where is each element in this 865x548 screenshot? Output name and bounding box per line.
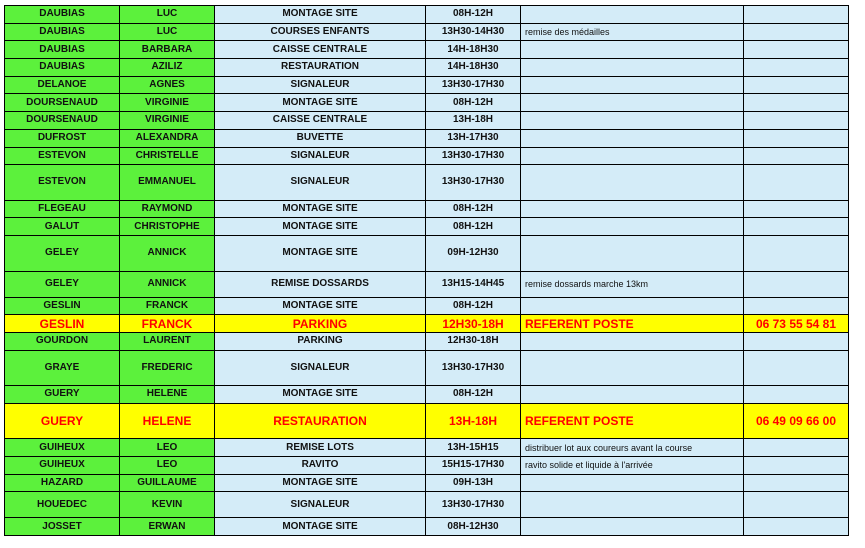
cell-horaire[interactable]: 09H-13H bbox=[426, 474, 521, 492]
cell-poste[interactable]: PARKING bbox=[215, 315, 426, 333]
cell-remarque[interactable]: distribuer lot aux coureurs avant la course bbox=[521, 439, 744, 457]
cell-telephone[interactable] bbox=[744, 492, 849, 518]
cell-nom[interactable]: GELEY bbox=[5, 271, 120, 297]
cell-telephone[interactable] bbox=[744, 350, 849, 386]
cell-poste[interactable]: MONTAGE SITE bbox=[215, 236, 426, 272]
cell-remarque[interactable]: remise des médailles bbox=[521, 23, 744, 41]
cell-telephone[interactable] bbox=[744, 297, 849, 315]
cell-remarque[interactable] bbox=[521, 41, 744, 59]
cell-horaire[interactable]: 13H-17H30 bbox=[426, 129, 521, 147]
cell-telephone[interactable] bbox=[744, 165, 849, 201]
cell-poste[interactable]: SIGNALEUR bbox=[215, 76, 426, 94]
cell-prenom[interactable]: BARBARA bbox=[120, 41, 215, 59]
cell-remarque[interactable] bbox=[521, 350, 744, 386]
cell-nom[interactable]: DAUBIAS bbox=[5, 23, 120, 41]
table-row-referent bbox=[5, 315, 849, 333]
cell-telephone[interactable] bbox=[744, 112, 849, 130]
cell-telephone[interactable] bbox=[744, 200, 849, 218]
cell-remarque[interactable] bbox=[521, 112, 744, 130]
volunteer-schedule-table bbox=[4, 5, 849, 536]
cell-horaire[interactable]: 08H-12H bbox=[426, 200, 521, 218]
cell-remarque[interactable] bbox=[521, 129, 744, 147]
cell-telephone[interactable]: 06 49 09 66 00 bbox=[744, 403, 849, 439]
table-row bbox=[5, 474, 849, 492]
cell-telephone[interactable] bbox=[744, 386, 849, 404]
cell-remarque[interactable] bbox=[521, 492, 744, 518]
cell-nom[interactable]: ESTEVON bbox=[5, 147, 120, 165]
cell-prenom[interactable]: AZILIZ bbox=[120, 59, 215, 77]
cell-nom[interactable]: DUFROST bbox=[5, 129, 120, 147]
cell-horaire[interactable]: 13H30-17H30 bbox=[426, 147, 521, 165]
cell-horaire[interactable]: 13H-15H15 bbox=[426, 439, 521, 457]
cell-horaire[interactable]: 13H-18H bbox=[426, 112, 521, 130]
table-row bbox=[5, 200, 849, 218]
cell-poste[interactable]: MONTAGE SITE bbox=[215, 218, 426, 236]
table-row bbox=[5, 518, 849, 536]
table-row bbox=[5, 41, 849, 59]
cell-poste[interactable]: RESTAURATION bbox=[215, 59, 426, 77]
table-row bbox=[5, 439, 849, 457]
cell-prenom[interactable]: GUILLAUME bbox=[120, 474, 215, 492]
cell-nom[interactable]: JOSSET bbox=[5, 518, 120, 536]
cell-telephone[interactable] bbox=[744, 59, 849, 77]
table-row bbox=[5, 492, 849, 518]
cell-telephone[interactable] bbox=[744, 236, 849, 272]
cell-remarque[interactable] bbox=[521, 474, 744, 492]
cell-horaire[interactable]: 13H30-17H30 bbox=[426, 76, 521, 94]
cell-prenom[interactable]: LUC bbox=[120, 6, 215, 24]
cell-horaire[interactable]: 08H-12H bbox=[426, 297, 521, 315]
cell-remarque[interactable] bbox=[521, 147, 744, 165]
cell-horaire[interactable]: 12H30-18H bbox=[426, 332, 521, 350]
cell-prenom[interactable]: ALEXANDRA bbox=[120, 129, 215, 147]
cell-horaire[interactable]: 08H-12H bbox=[426, 94, 521, 112]
cell-poste[interactable]: MONTAGE SITE bbox=[215, 518, 426, 536]
table-row bbox=[5, 112, 849, 130]
cell-horaire[interactable]: 08H-12H bbox=[426, 386, 521, 404]
table-row bbox=[5, 129, 849, 147]
cell-poste[interactable]: COURSES ENFANTS bbox=[215, 23, 426, 41]
cell-prenom[interactable]: CHRISTOPHE bbox=[120, 218, 215, 236]
cell-nom[interactable]: GUERY bbox=[5, 403, 120, 439]
cell-prenom[interactable]: LAURENT bbox=[120, 332, 215, 350]
table-row bbox=[5, 386, 849, 404]
cell-prenom[interactable]: VIRGINIE bbox=[120, 112, 215, 130]
table-row bbox=[5, 147, 849, 165]
cell-horaire[interactable]: 13H15-14H45 bbox=[426, 271, 521, 297]
cell-horaire[interactable]: 08H-12H30 bbox=[426, 518, 521, 536]
cell-nom[interactable]: DOURSENAUD bbox=[5, 94, 120, 112]
cell-remarque[interactable] bbox=[521, 236, 744, 272]
cell-prenom[interactable]: VIRGINIE bbox=[120, 94, 215, 112]
cell-poste[interactable]: MONTAGE SITE bbox=[215, 6, 426, 24]
cell-prenom[interactable]: ANNICK bbox=[120, 236, 215, 272]
cell-telephone[interactable] bbox=[744, 332, 849, 350]
cell-remarque[interactable]: REFERENT POSTE bbox=[521, 315, 744, 333]
cell-nom[interactable]: GRAYE bbox=[5, 350, 120, 386]
cell-prenom[interactable]: FRANCK bbox=[120, 297, 215, 315]
cell-prenom[interactable]: AGNES bbox=[120, 76, 215, 94]
cell-poste[interactable]: MONTAGE SITE bbox=[215, 200, 426, 218]
table-row bbox=[5, 457, 849, 475]
cell-poste[interactable]: CAISSE CENTRALE bbox=[215, 41, 426, 59]
cell-nom[interactable]: DAUBIAS bbox=[5, 41, 120, 59]
cell-prenom[interactable]: KEVIN bbox=[120, 492, 215, 518]
cell-poste[interactable]: MONTAGE SITE bbox=[215, 386, 426, 404]
cell-nom[interactable]: DELANOE bbox=[5, 76, 120, 94]
cell-telephone[interactable] bbox=[744, 439, 849, 457]
cell-prenom[interactable]: EMMANUEL bbox=[120, 165, 215, 201]
cell-telephone[interactable] bbox=[744, 218, 849, 236]
table-row bbox=[5, 236, 849, 272]
table-row-referent bbox=[5, 403, 849, 439]
cell-poste[interactable]: PARKING bbox=[215, 332, 426, 350]
cell-horaire[interactable]: 13H30-17H30 bbox=[426, 165, 521, 201]
cell-horaire[interactable]: 14H-18H30 bbox=[426, 59, 521, 77]
cell-telephone[interactable] bbox=[744, 6, 849, 24]
cell-remarque[interactable] bbox=[521, 218, 744, 236]
cell-poste[interactable]: SIGNALEUR bbox=[215, 492, 426, 518]
cell-remarque[interactable]: REFERENT POSTE bbox=[521, 403, 744, 439]
cell-remarque[interactable] bbox=[521, 297, 744, 315]
cell-horaire[interactable]: 12H30-18H bbox=[426, 315, 521, 333]
cell-poste[interactable]: REMISE LOTS bbox=[215, 439, 426, 457]
cell-prenom[interactable]: RAYMOND bbox=[120, 200, 215, 218]
cell-poste[interactable]: RESTAURATION bbox=[215, 403, 426, 439]
cell-horaire[interactable]: 15H15-17H30 bbox=[426, 457, 521, 475]
table-row bbox=[5, 271, 849, 297]
cell-remarque[interactable] bbox=[521, 76, 744, 94]
cell-remarque[interactable] bbox=[521, 59, 744, 77]
table-row bbox=[5, 297, 849, 315]
cell-telephone[interactable] bbox=[744, 23, 849, 41]
cell-remarque[interactable]: remise dossards marche 13km bbox=[521, 271, 744, 297]
cell-telephone[interactable] bbox=[744, 271, 849, 297]
table-row bbox=[5, 332, 849, 350]
cell-nom[interactable]: DOURSENAUD bbox=[5, 112, 120, 130]
cell-telephone[interactable] bbox=[744, 147, 849, 165]
cell-poste[interactable]: BUVETTE bbox=[215, 129, 426, 147]
cell-nom[interactable]: GUERY bbox=[5, 386, 120, 404]
cell-remarque[interactable] bbox=[521, 518, 744, 536]
table-row bbox=[5, 6, 849, 24]
cell-nom[interactable]: DAUBIAS bbox=[5, 6, 120, 24]
cell-prenom[interactable]: LUC bbox=[120, 23, 215, 41]
cell-telephone[interactable] bbox=[744, 474, 849, 492]
cell-horaire[interactable]: 08H-12H bbox=[426, 218, 521, 236]
cell-horaire[interactable]: 09H-12H30 bbox=[426, 236, 521, 272]
cell-telephone[interactable] bbox=[744, 457, 849, 475]
cell-horaire[interactable]: 14H-18H30 bbox=[426, 41, 521, 59]
cell-remarque[interactable] bbox=[521, 6, 744, 24]
table-row bbox=[5, 94, 849, 112]
cell-prenom[interactable]: FRANCK bbox=[120, 315, 215, 333]
cell-nom[interactable]: GUIHEUX bbox=[5, 457, 120, 475]
cell-remarque[interactable] bbox=[521, 165, 744, 201]
cell-poste[interactable]: MONTAGE SITE bbox=[215, 474, 426, 492]
cell-nom[interactable]: HOUEDEC bbox=[5, 492, 120, 518]
table-row bbox=[5, 59, 849, 77]
cell-horaire[interactable]: 13H-18H bbox=[426, 403, 521, 439]
cell-poste[interactable]: RAVITO bbox=[215, 457, 426, 475]
cell-poste[interactable]: MONTAGE SITE bbox=[215, 94, 426, 112]
cell-prenom[interactable]: CHRISTELLE bbox=[120, 147, 215, 165]
cell-poste[interactable]: SIGNALEUR bbox=[215, 147, 426, 165]
cell-nom[interactable]: GALUT bbox=[5, 218, 120, 236]
cell-prenom[interactable]: FREDERIC bbox=[120, 350, 215, 386]
cell-nom[interactable]: GESLIN bbox=[5, 297, 120, 315]
cell-prenom[interactable]: ERWAN bbox=[120, 518, 215, 536]
cell-nom[interactable]: GESLIN bbox=[5, 315, 120, 333]
cell-remarque[interactable] bbox=[521, 332, 744, 350]
cell-prenom[interactable]: LEO bbox=[120, 439, 215, 457]
cell-remarque[interactable] bbox=[521, 386, 744, 404]
cell-poste[interactable]: SIGNALEUR bbox=[215, 350, 426, 386]
cell-remarque[interactable] bbox=[521, 94, 744, 112]
cell-poste[interactable]: SIGNALEUR bbox=[215, 165, 426, 201]
cell-prenom[interactable]: LEO bbox=[120, 457, 215, 475]
cell-nom[interactable]: HAZARD bbox=[5, 474, 120, 492]
cell-poste[interactable]: MONTAGE SITE bbox=[215, 297, 426, 315]
cell-remarque[interactable]: ravito solide et liquide à l'arrivée bbox=[521, 457, 744, 475]
cell-horaire[interactable]: 08H-12H bbox=[426, 6, 521, 24]
cell-nom[interactable]: FLEGEAU bbox=[5, 200, 120, 218]
cell-horaire[interactable]: 13H30-14H30 bbox=[426, 23, 521, 41]
cell-nom[interactable]: ESTEVON bbox=[5, 165, 120, 201]
cell-telephone[interactable]: 06 73 55 54 81 bbox=[744, 315, 849, 333]
cell-poste[interactable]: CAISSE CENTRALE bbox=[215, 112, 426, 130]
cell-telephone[interactable] bbox=[744, 41, 849, 59]
cell-remarque[interactable] bbox=[521, 200, 744, 218]
cell-horaire[interactable]: 13H30-17H30 bbox=[426, 350, 521, 386]
table-row bbox=[5, 23, 849, 41]
cell-nom[interactable]: GUIHEUX bbox=[5, 439, 120, 457]
table-body bbox=[5, 6, 849, 536]
table-row bbox=[5, 218, 849, 236]
cell-nom[interactable]: GOURDON bbox=[5, 332, 120, 350]
cell-prenom[interactable]: HELENE bbox=[120, 386, 215, 404]
cell-telephone[interactable] bbox=[744, 76, 849, 94]
cell-telephone[interactable] bbox=[744, 129, 849, 147]
cell-telephone[interactable] bbox=[744, 518, 849, 536]
cell-nom[interactable]: GELEY bbox=[5, 236, 120, 272]
cell-telephone[interactable] bbox=[744, 94, 849, 112]
table-row bbox=[5, 165, 849, 201]
table-row bbox=[5, 350, 849, 386]
table-row bbox=[5, 76, 849, 94]
cell-poste[interactable]: REMISE DOSSARDS bbox=[215, 271, 426, 297]
cell-nom[interactable]: DAUBIAS bbox=[5, 59, 120, 77]
cell-prenom[interactable]: HELENE bbox=[120, 403, 215, 439]
cell-prenom[interactable]: ANNICK bbox=[120, 271, 215, 297]
cell-horaire[interactable]: 13H30-17H30 bbox=[426, 492, 521, 518]
